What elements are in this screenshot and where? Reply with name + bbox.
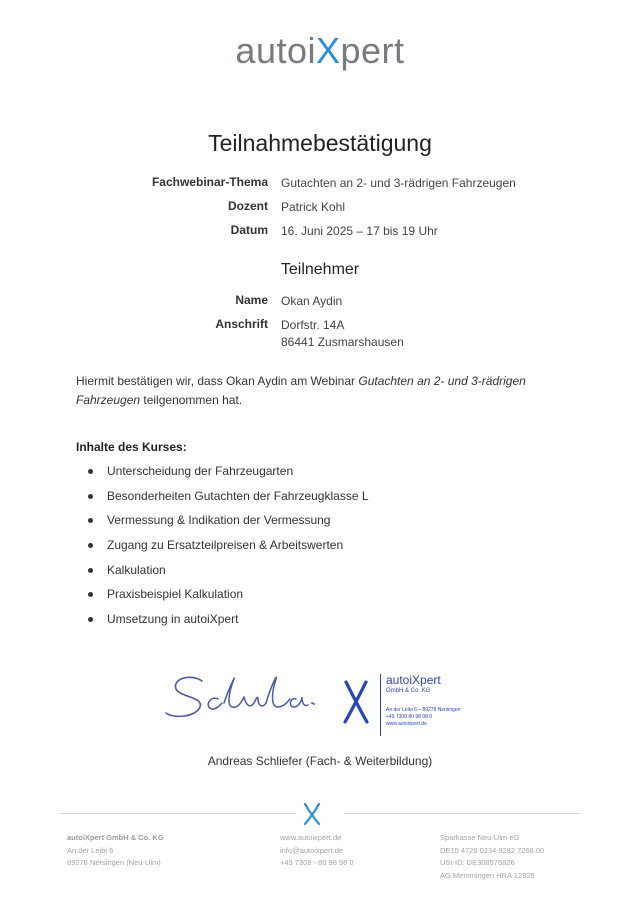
footer-company-name: autoiXpert GmbH & Co. KG (67, 833, 164, 842)
list-item (76, 537, 369, 562)
course-content-list (76, 463, 369, 636)
logo-text-suffix: pert (340, 30, 405, 71)
participant-heading: Teilnehmer (280, 261, 360, 278)
list-item-text: Zugang zu Ersatzteilpreisen & Arbeitswerten (107, 538, 344, 553)
bullet-icon (88, 592, 93, 597)
detail-label: Fachwebinar-Thema (151, 175, 268, 189)
footer-phone: +49 7308 - 80 98 98 0 (280, 858, 354, 867)
list-item (76, 562, 369, 587)
footer-city: 89278 Nersingen (Neu-Ulm) (67, 858, 161, 867)
webinar-title-emphasis: Gutachten an 2- und 3-rädrigen Fahrzeugen (76, 374, 526, 407)
course-heading: Inhalte des Kurses: (76, 440, 187, 454)
footer-x-icon (302, 802, 322, 826)
participant-value: Okan Aydin (281, 294, 343, 308)
list-item-text: Vermessung & Indikation der Vermessung (107, 513, 331, 528)
list-item-text: Praxisbeispiel Kalkulation (107, 587, 244, 602)
list-item (76, 512, 369, 537)
participant-label: Anschrift (215, 317, 268, 331)
participant-label: Name (235, 293, 268, 307)
confirmation-text-after: teilgenommen hat. (140, 393, 243, 407)
stamp-x-icon (342, 680, 370, 724)
participant-address (281, 317, 404, 351)
confirmation-text-before: Hiermit bestätigen wir, dass Okan Aydin am Webinar (76, 374, 359, 388)
footer-bank-column (440, 832, 544, 882)
footer-vat-id: USt-ID: DE308576826 (440, 858, 515, 867)
footer-website: www.autoixpert.de (280, 833, 342, 842)
detail-label: Dozent (228, 199, 268, 213)
list-item-text: Umsetzung in autoiXpert (107, 612, 239, 627)
list-item (76, 611, 369, 636)
bullet-icon (88, 518, 93, 523)
list-item (76, 488, 369, 513)
footer-email: info@autoixpert.de (280, 845, 344, 855)
stamp-company-name: autoiXpert (386, 673, 441, 687)
list-item-text: Kalkulation (107, 562, 166, 577)
logo-x-mark: X (316, 30, 341, 71)
confirmation-text (76, 372, 576, 410)
stamp-phone: +49 7308 80 98 98 0 (386, 714, 433, 720)
stamp-web: www.autoixpert.de (386, 721, 427, 727)
handwritten-signature (160, 665, 330, 725)
list-item (76, 463, 369, 488)
footer-company-column (67, 832, 164, 870)
bullet-icon (88, 543, 93, 548)
list-item-text: Unterscheidung der Fahrzeugarten (107, 464, 294, 478)
footer-bank-name: Sparkasse Neu-Ulm eG (440, 833, 520, 842)
detail-value: 16. Juni 2025 – 17 bis 19 Uhr (281, 224, 438, 238)
address-city: 86441 Zusmarshausen (281, 335, 404, 349)
footer-street: An der Leibi 6 (67, 845, 114, 855)
detail-value: Gutachten an 2- und 3-rädrigen Fahrzeugen (281, 176, 516, 190)
footer-iban: DE10 4726 0234 9282 7266 00 (440, 845, 545, 855)
detail-value: Patrick Kohl (281, 200, 346, 214)
stamp-address: An der Leibi 6 – 89278 Nersingen (386, 707, 461, 713)
bullet-icon (88, 568, 93, 573)
detail-label: Datum (230, 223, 268, 237)
footer-divider-left (60, 813, 296, 814)
footer-divider-right (344, 813, 580, 814)
company-stamp (380, 674, 486, 736)
document-title: Teilnahmebestätigung (208, 130, 432, 156)
list-item (76, 586, 369, 611)
footer-register: AG Memmingen HRA 12925 (440, 870, 535, 880)
footer-contact-column (280, 832, 354, 870)
address-street: Dorfstr. 14A (281, 318, 345, 332)
logo-text-prefix: autoi (235, 30, 316, 71)
signer-name: Andreas Schliefer (Fach- & Weiterbildung) (207, 754, 433, 768)
company-logo (0, 30, 640, 72)
bullet-icon (88, 469, 93, 474)
bullet-icon (88, 617, 93, 622)
list-item-text: Besonderheiten Gutachten der Fahrzeugklasse L (107, 488, 369, 503)
stamp-company-form: GmbH & Co. KG (386, 688, 431, 694)
bullet-icon (88, 494, 93, 499)
